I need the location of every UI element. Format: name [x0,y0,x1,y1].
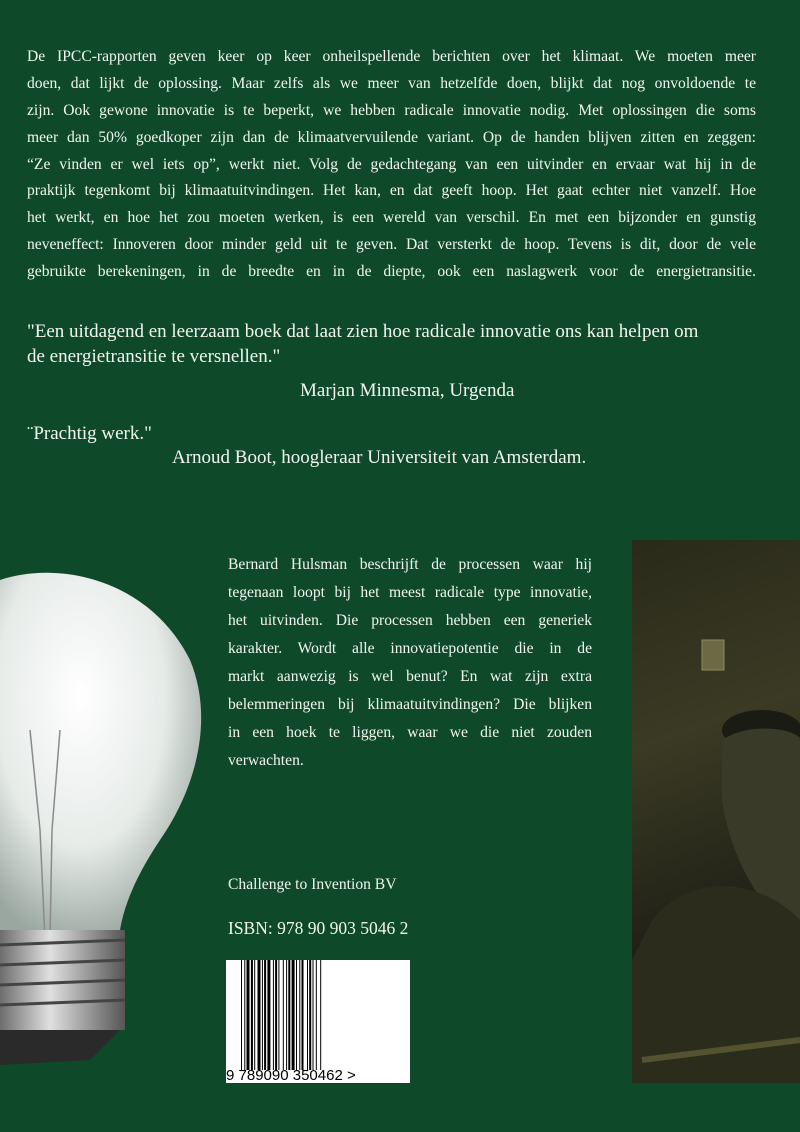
barcode-bar [307,960,308,1070]
description-line: het uitvinden. Die processen hebben een generiek [228,612,592,629]
description-line: tegenaan loopt bij het meest radicale type innovatie, [228,584,592,601]
blurb-line: doen, dat lijkt de oplossing. Maar zelfs als we meer van hetzelfde doen, blijkt dat nog onvoldoende te [27,74,756,92]
barcode-bar [254,960,255,1070]
barcode-bar [275,960,277,1070]
description-line: verwachten. [228,752,304,769]
description-line: belemmeringen bij klimaatuitvindingen? Die blijken [228,696,592,713]
barcode-bar [241,960,242,1070]
barcode-bar [309,960,311,1070]
quote1-author: Marjan Minnesma, Urgenda [300,380,515,401]
barcode-bar [278,960,279,1070]
barcode-bar [302,960,304,1070]
barcode-bar [264,960,266,1070]
barcode-bar [313,960,314,1070]
barcode-bar [286,960,287,1070]
blurb-paragraph [27,44,756,286]
description-line: karakter. Wordt alle innovatiepotentie die in de [228,640,592,657]
quote2-text: ¨Prachtig werk." [27,423,152,444]
barcode-bar [247,960,250,1070]
barcode-bar [267,960,270,1070]
blurb-line: “Ze vinden er wel iets op”, werkt niet. Volg de gedachtegang van een uitvinder en ervaar wat hij in de [27,155,756,173]
barcode-bar [288,960,290,1070]
barcode-bar [258,960,261,1070]
blurb-line: het werkt, en hoe het zou moeten werken, is een wereld van verschil. En met een bijzonder en gunstig [27,209,756,227]
barcode-bar [262,960,263,1070]
barcode-bar [299,960,300,1070]
blurb-line: De IPCC-rapporten geven keer op keer onheilspellende berichten over het klimaat. We moeten meer [27,48,756,65]
barcode-bar [273,960,274,1070]
isbn: ISBN: 978 90 903 5046 2 [228,918,409,938]
blurb-line: neveneffect: Innoveren door minder geld uit te geven. Dat versterkt de hoop. Tevens is dit, door de vele [27,236,756,254]
barcode-bar [320,960,321,1070]
barcode [226,960,410,1083]
author-description [228,551,592,775]
blurb-line: gebruikte berekeningen, in de breedte en in de diepte, ook een naslagwerk voor de energietransitie. [27,263,756,281]
publisher: Challenge to Invention BV [228,876,397,893]
blurb-line: zijn. Ook gewone innovatie is te beperkt, we hebben radicale innovatie nodig. Met oplossingen die soms [27,101,756,119]
quote1-line2: de energietransitie te versnellen." [27,346,281,367]
barcode-bar [296,960,297,1070]
description-line: in een hoek te liggen, waar we die niet zouden [228,724,592,741]
quote1-line1: "Een uitdagend en leerzaam boek dat laat zien hoe radicale innovatie ons kan helpen om [27,321,699,342]
barcode-bar [244,960,245,1070]
quote2-author: Arnoud Boot, hoogleraar Universiteit van Amsterdam. [172,447,587,468]
blurb-line: praktijk tegenkomt bij klimaatuitvindingen. Het kan, en dat geeft hoop. Het gaat echter niet vanzelf. Hoe [27,182,756,200]
barcode-bar [283,960,284,1070]
barcode-digits: 9 789090 350462 > [226,1067,356,1084]
barcode-bar [316,960,317,1070]
painting-image [632,540,800,1083]
description-line: markt aanwezig is wel benut? En wat zijn extra [228,668,592,685]
description-line: Bernard Hulsman beschrijft de processen waar hij [228,556,592,573]
barcode-bars [226,960,410,1070]
lightbulb-image [0,540,205,1070]
blurb-line: meer dan 50% goedkoper zijn dan de klimaatvervuilende variant. Op de handen blijven zitten en zeggen: [27,128,756,146]
barcode-bar [251,960,253,1070]
barcode-bar [292,960,295,1070]
